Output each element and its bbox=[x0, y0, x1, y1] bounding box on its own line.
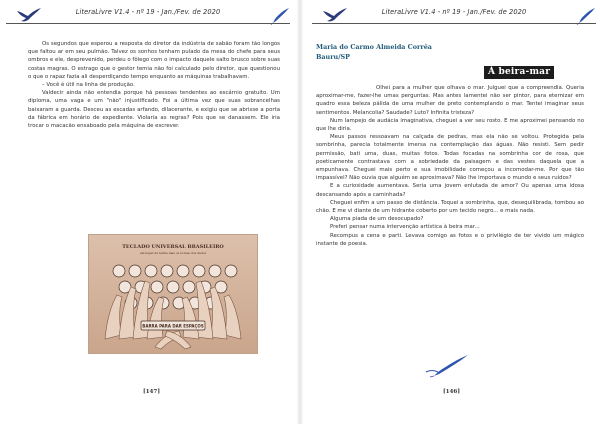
paragraph: Cheguei enfim a um passo de distância. Toquei a sombrinha, que, desequilibrada, tombou ao chão. E me vi diante de um hidrante coberto por um tecido negro... e mais nada. bbox=[316, 199, 584, 215]
paragraph: E a curiosidade aumentava. Seria uma jovem enlutada de amor? Ou apenas uma idosa descansando após a caminhada? bbox=[316, 183, 584, 198]
left-body bbox=[28, 40, 280, 130]
paragraph: Os segundos que esperou a resposta do diretor da indústria de sabão foram tão longos que faltou ar em seu pulmão. Talvez os sonhos tenham pulado da mesa do chefe para seus ombros e ele, desprevenido, perdeu o fôlego com o impacto daquele salto brusco sobre suas costas magras. O estrago que o gestor temia não foi calculado pelo diretor, que questionou o que o rapaz fazia ali desperdiçando tempo enquanto as máquinas trabalhavam. bbox=[28, 41, 280, 80]
typewriter-keyboard-photo bbox=[88, 234, 258, 354]
photo-subcaption: em lugar de letras mas os nomes dos dedos bbox=[139, 251, 207, 255]
author-name: Maria do Carmo Almeida Corrêa bbox=[316, 43, 432, 51]
author-location: Bauru/SP bbox=[316, 53, 350, 61]
paragraph: Num lampejo de audácia imaginativa, cheguei a ver seu rosto. E me aproximei pensando no que lhe diria. bbox=[316, 117, 584, 133]
paragraph: Recompus a cena e parti. Levava comigo as fotos e o privilégio de ter vivido um mágico instante de poesia. bbox=[316, 232, 584, 247]
paragraph: – Você é útil na linha de produção. bbox=[42, 82, 135, 89]
left-header-title: LiteraLivre V1.4 - nº 19 - Jan./Fev. de 2020 bbox=[75, 8, 221, 16]
page-number-left: [147] bbox=[143, 389, 160, 395]
quill-icon bbox=[424, 354, 470, 378]
right-page bbox=[306, 0, 600, 424]
paragraph: Preferi pensar numa intervenção artística à beira mar... bbox=[330, 224, 480, 231]
left-header bbox=[6, 6, 290, 24]
page-number-right: [146] bbox=[443, 389, 460, 395]
book-gutter bbox=[297, 0, 303, 424]
story-title: À beira-mar bbox=[484, 66, 554, 79]
right-header bbox=[312, 6, 596, 24]
left-page bbox=[0, 0, 294, 424]
paragraph: Valdecir ainda não entendia porque há pessoas tendentes ao escárnio gratuito. Um diploma, uma vaga e um "não" injustificado. Foi a última vez que suas sobrancelhas baixaram a guarda. Desceu as escadas arfando, dilacerante, e exigiu que se abrisse a porta da fábrica em horário de expediente. Violaria as regras? Pois que se danassem. Ele iria trocar o macacão ensaboado pela máquina de escrever. bbox=[28, 90, 280, 130]
paragraph: Meus passos ressoavam na calçada de pedras, mas ela não se voltou. Protegida pela sombrinha, parecia totalmente imersa na contemplação das águas. Não resisti. Sem pedir permissão, bati uma, duas, muitas fotos. Todas focadas na sombrinha cor de rosa, que poeticamente contrastava com a sobriedade da paisagem e das vestes daquela que a empunhava. Cheguei mais perto e sua imobilidade começou a incomodar-me. Por que tão impassível? Não ouvia que alguém se aproximava? Não lhe importava o mundo e seus ruídos? bbox=[316, 134, 584, 182]
author-block bbox=[316, 42, 432, 62]
right-header-title: LiteraLivre V1.4 - nº 19 - Jan./Fev. de 2020 bbox=[381, 8, 527, 16]
paragraph: Olhei para a mulher que olhava o mar. Julguei que a compreendia. Queria aproximar-me, fazer-lhe umas perguntas. Mas antes lamentei não ser pintor, para eternizar em quadro essa beleza pálida de uma mulher de preto contemplando o mar. Tentei imaginar seus sentimentos. Melancolia? Saudade? Luto? Infinita tristeza? bbox=[316, 85, 584, 116]
photo-caption: TECLADO UNIVERSAL BRASILEIRO bbox=[122, 244, 224, 250]
space-bar-label: BARRA PARA DAR ESPAÇOS bbox=[142, 323, 204, 329]
right-body bbox=[316, 84, 584, 248]
paragraph: Alguma piada de um desocupado? bbox=[330, 216, 424, 223]
